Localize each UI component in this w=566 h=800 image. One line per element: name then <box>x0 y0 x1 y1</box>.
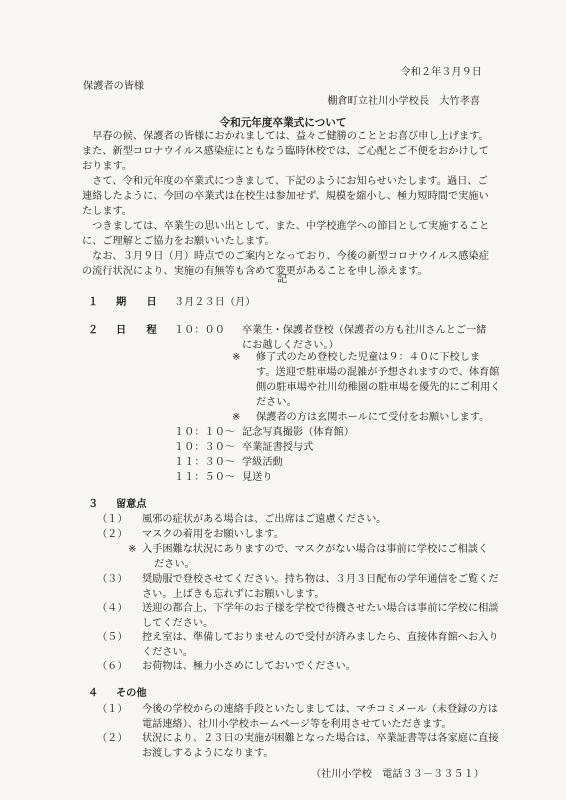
note-mark: ※ <box>232 412 241 423</box>
item-text: 風邪の症状がある場合は、ご出席はご遠慮ください。 <box>142 514 387 525</box>
item-number: （１） <box>97 704 128 715</box>
note-line: ださい。 <box>256 397 297 408</box>
item-line: 送迎の都合上、下学年のお子様を学校で待機させたい場合は事前に学校に相談 <box>142 603 499 614</box>
section1-label: 期 日 <box>116 297 157 308</box>
note-line: ださい。 <box>154 559 195 570</box>
intro-line: なお、３月９日（月）時点でのご案内となっており、今後の新型コロナウイルス感染症 <box>82 251 489 262</box>
intro-paragraph <box>82 129 489 279</box>
section1-number: １ <box>88 297 99 308</box>
schedule-line: 卒業生・保護者登校（保護者の方も社川さんとご一緒 <box>242 325 487 336</box>
note-line: 修了式のため登校した児童は９：４０に下校しま <box>256 352 481 363</box>
note-mark: ※ <box>232 352 241 363</box>
item-line: 今後の学校からの連絡手段といたしましては、マチコミメール（未登録の方は <box>142 704 498 715</box>
item-line: お渡しするようになります。 <box>142 748 274 759</box>
item-line: 控え室は、準備しておりませんので受付が済みましたら、直接体育館へお入り <box>142 632 499 643</box>
document-title: 令和元年度卒業式について <box>219 117 347 129</box>
intro-line: つきましては、卒業生の思い出として、また、中学校進学への節目として実施すること <box>82 221 490 232</box>
schedule-item: 見送り <box>242 472 273 483</box>
item-line: さい。上ばきも忘れずにお願いします。 <box>142 589 325 600</box>
schedule-line: にお越しください。） <box>242 340 339 351</box>
item-text <box>142 601 499 631</box>
item-text <box>142 630 499 660</box>
item-line: してください。 <box>142 618 214 629</box>
schedule-time: １１：３０〜 <box>174 457 236 468</box>
schedule-item: 学級活動 <box>242 457 283 468</box>
item-number: （５） <box>97 632 128 643</box>
intro-line: 早春の候、保護者の皆様におかれましては、益々ご健勝のこととお喜び申し上げます。 <box>82 131 489 142</box>
section4-label: その他 <box>116 688 147 699</box>
item-text <box>142 572 499 602</box>
item-text <box>142 731 499 761</box>
item-text <box>142 702 498 732</box>
intro-line: の流行状況により、実施の有無等も含めて変更があることを申し添えます。 <box>82 266 428 277</box>
schedule-note: 保護者の方は玄関ホールにて受付をお願いします。 <box>256 412 490 423</box>
section2-label: 日 程 <box>116 325 157 336</box>
intro-line: 連絡したように、今回の卒業式は在校生は参加せず、規模を縮小し、極力短時間で実施い <box>82 191 489 202</box>
schedule-item: 記念写真撮影（体育館） <box>242 427 355 438</box>
schedule-time: １１：５０〜 <box>174 472 236 483</box>
item-number: （１） <box>97 514 128 525</box>
schedule-time: １０：００ <box>174 325 225 336</box>
section3-label: 留意点 <box>116 499 147 510</box>
note-line: 入手困難な状況にありますので、マスクがない場合は事前に学校にご相談く <box>142 544 489 555</box>
item-number: （６） <box>97 661 128 672</box>
item-text: マスクの着用をお願いします。 <box>142 529 284 540</box>
item-line: 奨励服で登校させてください。持ち物は、３月３日配布の学年通信をご覧くだ <box>142 574 499 585</box>
recipient: 保護者の皆様 <box>83 81 145 92</box>
item-number: （３） <box>97 574 128 585</box>
mask-note <box>142 542 488 572</box>
item-text: お荷物は、極力小さめにしておいでください。 <box>142 661 356 672</box>
schedule-note <box>256 350 501 410</box>
section2-number: ２ <box>88 325 99 336</box>
intro-line: また、新型コロナウイルス感染症にともなう臨時休校では、ご心配とご不便をおかけして <box>82 146 489 157</box>
item-line: 電話連絡）、社川小学校ホームページ等を利用させていただきます。 <box>142 719 452 730</box>
intro-line: に、ご理解とご協力をお願いいたします。 <box>82 236 275 247</box>
contact-footer: （社川小学校 電話３３－３３５１） <box>310 769 484 780</box>
ki-heading: 記 <box>277 274 288 285</box>
intro-line: たします。 <box>82 206 133 217</box>
intro-line: おります。 <box>82 161 133 172</box>
intro-line: さて、令和元年度の卒業式につきまして、下記のようにお知らせいたします。過日、ご <box>82 176 488 187</box>
item-number: （２） <box>97 733 128 744</box>
schedule-item: 卒業証書授与式 <box>242 442 314 453</box>
item-number: （４） <box>97 603 128 614</box>
note-mark: ※ <box>128 544 137 555</box>
note-line: 側の駐車場や社川幼稚園の駐車場を優先的にご利用く <box>256 382 501 393</box>
sender: 棚倉町立社川小学校長 大竹孝喜 <box>327 96 480 107</box>
schedule-time: １０：３０〜 <box>174 442 236 453</box>
note-line: す。送迎で駐車場の混雑が予想されますので、体育館 <box>256 367 500 378</box>
section1-value: ３月２３日（月） <box>174 297 256 308</box>
section4-number: ４ <box>88 688 99 699</box>
item-line: ください。 <box>142 647 193 658</box>
item-line: 状況により、２３日の実施が困難となった場合は、卒業証書等は各家庭に直接 <box>142 733 499 744</box>
schedule-time: １０：１０〜 <box>174 427 236 438</box>
section3-number: ３ <box>88 499 99 510</box>
date: 令和２年３月９日 <box>400 67 482 78</box>
item-number: （２） <box>97 529 128 540</box>
schedule-text <box>242 323 487 353</box>
